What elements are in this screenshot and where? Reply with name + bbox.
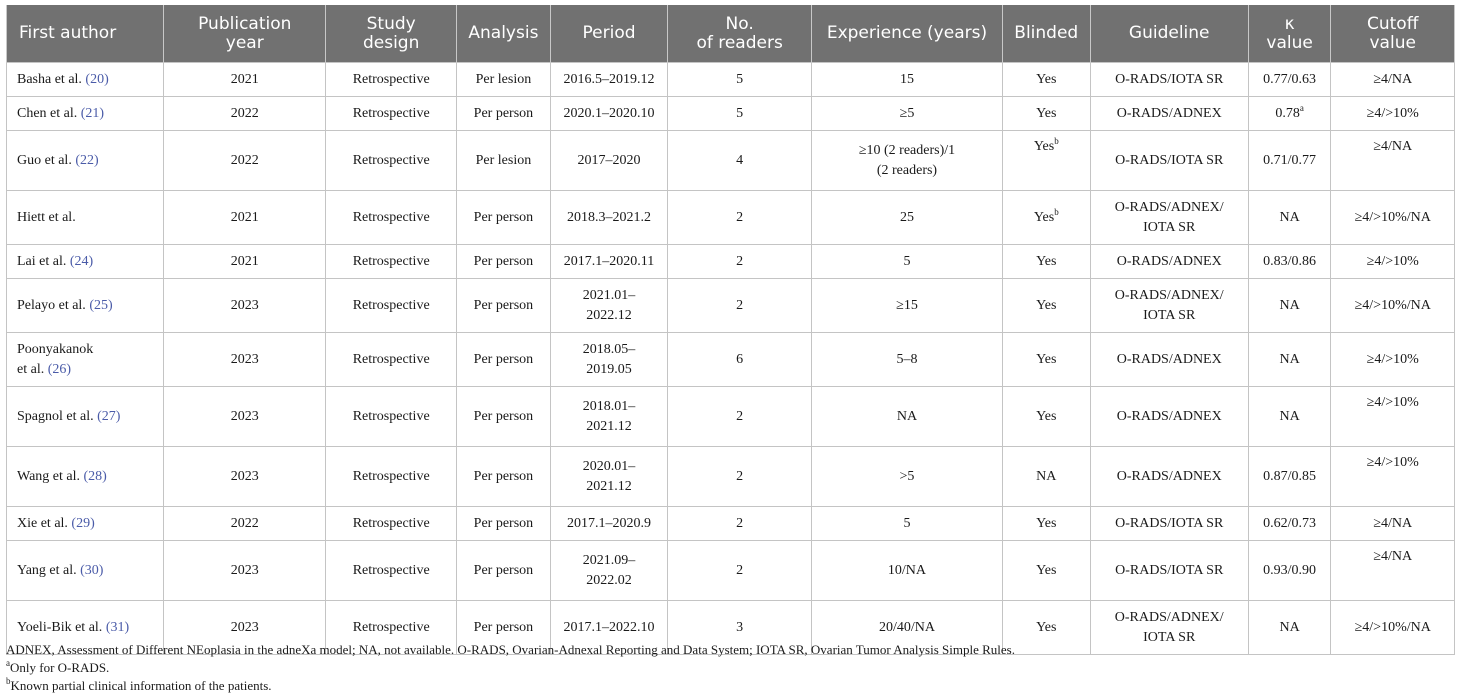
cell-guideline: O-RADS/IOTA SR: [1090, 507, 1248, 541]
author-name: Chen et al.: [17, 105, 78, 121]
cell-design: Retrospective: [326, 387, 457, 447]
header-publication-year: Publication year: [164, 5, 326, 63]
footnote-a-text: Only for O-RADS.: [10, 660, 110, 675]
table-row: [7, 97, 1455, 131]
cell-period: 2018.05– 2019.05: [550, 333, 667, 387]
cell-readers: 2: [668, 191, 812, 245]
cell-blinded: [1002, 191, 1090, 245]
cell-cutoff: ≥4/NA: [1331, 131, 1455, 191]
cell-year: 2021: [164, 245, 326, 279]
reference-link[interactable]: (22): [75, 152, 99, 168]
cell-analysis: Per person: [456, 541, 550, 601]
cell-experience: 5: [812, 245, 1003, 279]
cell-blinded: [1002, 333, 1090, 387]
reference-link[interactable]: (28): [83, 468, 107, 484]
kappa-value: NA: [1279, 297, 1300, 313]
author-name: Spagnol et al.: [17, 408, 94, 424]
cell-author: [7, 63, 164, 97]
cell-experience: 20/40/NA: [812, 601, 1003, 655]
header-kappa-value: κ value: [1248, 5, 1331, 63]
blinded-value: Yes: [1036, 619, 1057, 635]
cell-readers: 2: [668, 279, 812, 333]
cell-guideline: O-RADS/ADNEX: [1090, 387, 1248, 447]
cell-year: 2023: [164, 279, 326, 333]
header-blinded: Blinded: [1002, 5, 1090, 63]
reference-link[interactable]: (20): [85, 71, 109, 87]
cell-author: [7, 507, 164, 541]
table-row: [7, 387, 1455, 447]
cell-guideline: O-RADS/ADNEX: [1090, 447, 1248, 507]
cell-guideline: O-RADS/ADNEX: [1090, 245, 1248, 279]
table-footnotes: [6, 641, 1015, 695]
author-name: Lai et al.: [17, 253, 67, 269]
cell-guideline: O-RADS/IOTA SR: [1090, 63, 1248, 97]
cell-readers: 2: [668, 387, 812, 447]
cell-analysis: Per person: [456, 245, 550, 279]
cell-readers: 2: [668, 507, 812, 541]
cell-period: 2016.5–2019.12: [550, 63, 667, 97]
cell-experience: >5: [812, 447, 1003, 507]
reference-link[interactable]: (25): [89, 297, 113, 313]
cell-design: Retrospective: [326, 97, 457, 131]
table-row: [7, 63, 1455, 97]
studies-table: [6, 5, 1455, 655]
cell-readers: 4: [668, 131, 812, 191]
cell-blinded: [1002, 447, 1090, 507]
cell-experience: 5–8: [812, 333, 1003, 387]
footnote-b-text: Known partial clinical information of the patients.: [10, 678, 272, 693]
kappa-value: 0.71/0.77: [1263, 152, 1317, 168]
blinded-value: Yes: [1036, 253, 1057, 269]
author-name: Wang et al.: [17, 468, 81, 484]
cell-analysis: Per person: [456, 387, 550, 447]
cell-kappa: [1248, 387, 1331, 447]
author-name: Basha et al.: [17, 71, 82, 87]
blinded-value: Yes: [1036, 515, 1057, 531]
cell-cutoff: ≥4/>10%: [1331, 97, 1455, 131]
cell-period: 2021.01– 2022.12: [550, 279, 667, 333]
cell-period: 2020.1–2020.10: [550, 97, 667, 131]
header-period: Period: [550, 5, 667, 63]
blinded-value: Yes: [1033, 139, 1055, 154]
cell-cutoff: ≥4/>10%: [1331, 333, 1455, 387]
blinded-value: Yes: [1036, 351, 1057, 367]
cell-author: [7, 447, 164, 507]
cell-analysis: Per person: [456, 191, 550, 245]
cell-design: Retrospective: [326, 63, 457, 97]
cell-year: 2021: [164, 191, 326, 245]
cell-author: [7, 279, 164, 333]
cell-year: 2023: [164, 387, 326, 447]
cell-cutoff: ≥4/>10%: [1331, 447, 1455, 507]
cell-design: Retrospective: [326, 279, 457, 333]
cell-cutoff: ≥4/>10%/NA: [1331, 601, 1455, 655]
cell-kappa: [1248, 97, 1331, 131]
cell-cutoff: ≥4/>10%: [1331, 245, 1455, 279]
cell-blinded: [1002, 507, 1090, 541]
table-row: [7, 245, 1455, 279]
cell-author: [7, 191, 164, 245]
cell-experience: ≥10 (2 readers)/1 (2 readers): [812, 131, 1003, 191]
kappa-value: NA: [1279, 408, 1300, 424]
header-experience: Experience (years): [812, 5, 1003, 63]
footnote-b: [6, 677, 1015, 695]
cell-analysis: Per person: [456, 97, 550, 131]
cell-year: 2023: [164, 447, 326, 507]
cell-experience: 15: [812, 63, 1003, 97]
header-guideline: Guideline: [1090, 5, 1248, 63]
cell-year: 2023: [164, 601, 326, 655]
cell-analysis: Per lesion: [456, 63, 550, 97]
cell-year: 2021: [164, 63, 326, 97]
cell-author: [7, 97, 164, 131]
cell-experience: 10/NA: [812, 541, 1003, 601]
cell-design: Retrospective: [326, 333, 457, 387]
table-row: [7, 333, 1455, 387]
header-row: [7, 5, 1455, 63]
cell-design: Retrospective: [326, 507, 457, 541]
cell-design: Retrospective: [326, 131, 457, 191]
cell-period: 2017.1–2020.11: [550, 245, 667, 279]
cell-year: 2022: [164, 131, 326, 191]
table-row: [7, 447, 1455, 507]
blinded-value: Yes: [1033, 209, 1055, 225]
cell-kappa: [1248, 333, 1331, 387]
cell-kappa: [1248, 63, 1331, 97]
kappa-footnote-mark: a: [1299, 102, 1304, 113]
reference-link[interactable]: (21): [80, 105, 105, 121]
cell-guideline: O-RADS/ADNEX: [1090, 333, 1248, 387]
cell-period: 2020.01– 2021.12: [550, 447, 667, 507]
cell-year: 2022: [164, 97, 326, 131]
cell-readers: 5: [668, 97, 812, 131]
cell-blinded: [1002, 541, 1090, 601]
cell-analysis: Per lesion: [456, 131, 550, 191]
table-row: [7, 541, 1455, 601]
cell-guideline: O-RADS/ADNEX/ IOTA SR: [1090, 191, 1248, 245]
cell-analysis: Per person: [456, 279, 550, 333]
author-name: Pelayo et al.: [17, 297, 86, 313]
reference-link[interactable]: (24): [69, 253, 94, 269]
cell-year: 2023: [164, 333, 326, 387]
header-cutoff-value: Cutoff value: [1331, 5, 1455, 63]
cell-blinded: [1002, 245, 1090, 279]
cell-period: 2018.01– 2021.12: [550, 387, 667, 447]
reference-link[interactable]: (27): [97, 408, 121, 424]
blinded-value: Yes: [1036, 297, 1057, 313]
cell-readers: 2: [668, 447, 812, 507]
cell-cutoff: ≥4/>10%/NA: [1331, 191, 1455, 245]
kappa-value: 0.78: [1275, 105, 1300, 121]
cell-experience: NA: [812, 387, 1003, 447]
blinded-value: NA: [1036, 468, 1057, 484]
cell-experience: ≥15: [812, 279, 1003, 333]
kappa-value: 0.83/0.86: [1263, 253, 1317, 269]
cell-year: 2022: [164, 507, 326, 541]
cell-guideline: O-RADS/ADNEX/ IOTA SR: [1090, 601, 1248, 655]
kappa-value: NA: [1279, 619, 1300, 635]
cell-readers: 5: [668, 63, 812, 97]
table-row: [7, 279, 1455, 333]
cell-readers: 2: [668, 245, 812, 279]
cell-cutoff: ≥4/>10%/NA: [1331, 279, 1455, 333]
reference-link[interactable]: (31): [105, 619, 130, 635]
cell-guideline: O-RADS/IOTA SR: [1090, 541, 1248, 601]
cell-kappa: [1248, 447, 1331, 507]
cell-blinded: [1002, 601, 1090, 655]
blinded-value: Yes: [1036, 562, 1057, 578]
author-name: Poonyakanok et al.: [17, 341, 94, 377]
header-no-of-readers: No. of readers: [668, 5, 812, 63]
blinded-footnote-mark: b: [1054, 206, 1059, 217]
kappa-value: 0.62/0.73: [1263, 515, 1317, 531]
cell-readers: 2: [668, 541, 812, 601]
blinded-value: Yes: [1036, 71, 1057, 87]
author-name: Xie et al.: [17, 515, 68, 531]
cell-design: Retrospective: [326, 191, 457, 245]
cell-author: [7, 387, 164, 447]
cell-analysis: Per person: [456, 447, 550, 507]
cell-kappa: [1248, 191, 1331, 245]
abbreviations-note: ADNEX, Assessment of Different NEoplasia in the adneXa model; NA, not available. O-RADS, Ovarian-Adnexal Reporting and Data System; IOTA SR, Ovarian Tumor Analysis Simple Rules.: [6, 642, 1015, 657]
cell-experience: ≥5: [812, 97, 1003, 131]
kappa-value: 0.93/0.90: [1263, 562, 1317, 578]
footnote-a-mark: a: [6, 658, 10, 668]
cell-author: [7, 245, 164, 279]
cell-blinded: [1002, 279, 1090, 333]
cell-period: 2017.1–2020.9: [550, 507, 667, 541]
cell-design: Retrospective: [326, 541, 457, 601]
cell-cutoff: ≥4/NA: [1331, 507, 1455, 541]
table-container: [6, 5, 1455, 655]
blinded-footnote-mark: b: [1054, 136, 1059, 146]
cell-author: [7, 131, 164, 191]
header-study-design: Study design: [326, 5, 457, 63]
cell-kappa: [1248, 541, 1331, 601]
author-name: Yang et al.: [17, 562, 77, 578]
blinded-value: Yes: [1036, 408, 1057, 424]
cell-readers: 6: [668, 333, 812, 387]
cell-kappa: [1248, 507, 1331, 541]
table-row: [7, 131, 1455, 191]
cell-cutoff: ≥4/>10%: [1331, 387, 1455, 447]
cell-period: 2017–2020: [550, 131, 667, 191]
author-name: Yoeli-Bik et al.: [17, 619, 103, 635]
cell-kappa: [1248, 279, 1331, 333]
header-first-author: First author: [7, 5, 164, 63]
cell-analysis: Per person: [456, 333, 550, 387]
cell-blinded: [1002, 131, 1090, 191]
cell-period: 2021.09– 2022.02: [550, 541, 667, 601]
reference-link[interactable]: (29): [71, 515, 95, 531]
cell-experience: 25: [812, 191, 1003, 245]
cell-design: Retrospective: [326, 601, 457, 655]
cell-experience: 5: [812, 507, 1003, 541]
cell-blinded: [1002, 97, 1090, 131]
cell-design: Retrospective: [326, 245, 457, 279]
kappa-value: NA: [1279, 209, 1300, 225]
cell-kappa: [1248, 245, 1331, 279]
cell-cutoff: ≥4/NA: [1331, 63, 1455, 97]
header-analysis: Analysis: [456, 5, 550, 63]
cell-author: [7, 541, 164, 601]
cell-period: 2018.3–2021.2: [550, 191, 667, 245]
blinded-value: Yes: [1036, 105, 1057, 121]
cell-author: [7, 333, 164, 387]
reference-link[interactable]: (26): [47, 361, 72, 377]
author-name: Guo et al.: [17, 152, 72, 168]
author-name: Hiett et al.: [17, 209, 76, 225]
cell-kappa: [1248, 601, 1331, 655]
cell-analysis: Per person: [456, 601, 550, 655]
cell-guideline: O-RADS/ADNEX: [1090, 97, 1248, 131]
footnote-a: [6, 659, 1015, 677]
kappa-value: 0.87/0.85: [1263, 468, 1317, 484]
cell-design: Retrospective: [326, 447, 457, 507]
footnote-b-mark: b: [6, 676, 11, 686]
table-row: [7, 507, 1455, 541]
cell-period: 2017.1–2022.10: [550, 601, 667, 655]
reference-link[interactable]: (30): [80, 562, 104, 578]
cell-guideline: O-RADS/IOTA SR: [1090, 131, 1248, 191]
kappa-value: NA: [1279, 351, 1300, 367]
cell-analysis: Per person: [456, 507, 550, 541]
cell-blinded: [1002, 63, 1090, 97]
kappa-value: 0.77/0.63: [1263, 71, 1317, 87]
table-row: [7, 191, 1455, 245]
cell-guideline: O-RADS/ADNEX/ IOTA SR: [1090, 279, 1248, 333]
cell-blinded: [1002, 387, 1090, 447]
cell-kappa: [1248, 131, 1331, 191]
cell-readers: 3: [668, 601, 812, 655]
cell-year: 2023: [164, 541, 326, 601]
cell-cutoff: ≥4/NA: [1331, 541, 1455, 601]
